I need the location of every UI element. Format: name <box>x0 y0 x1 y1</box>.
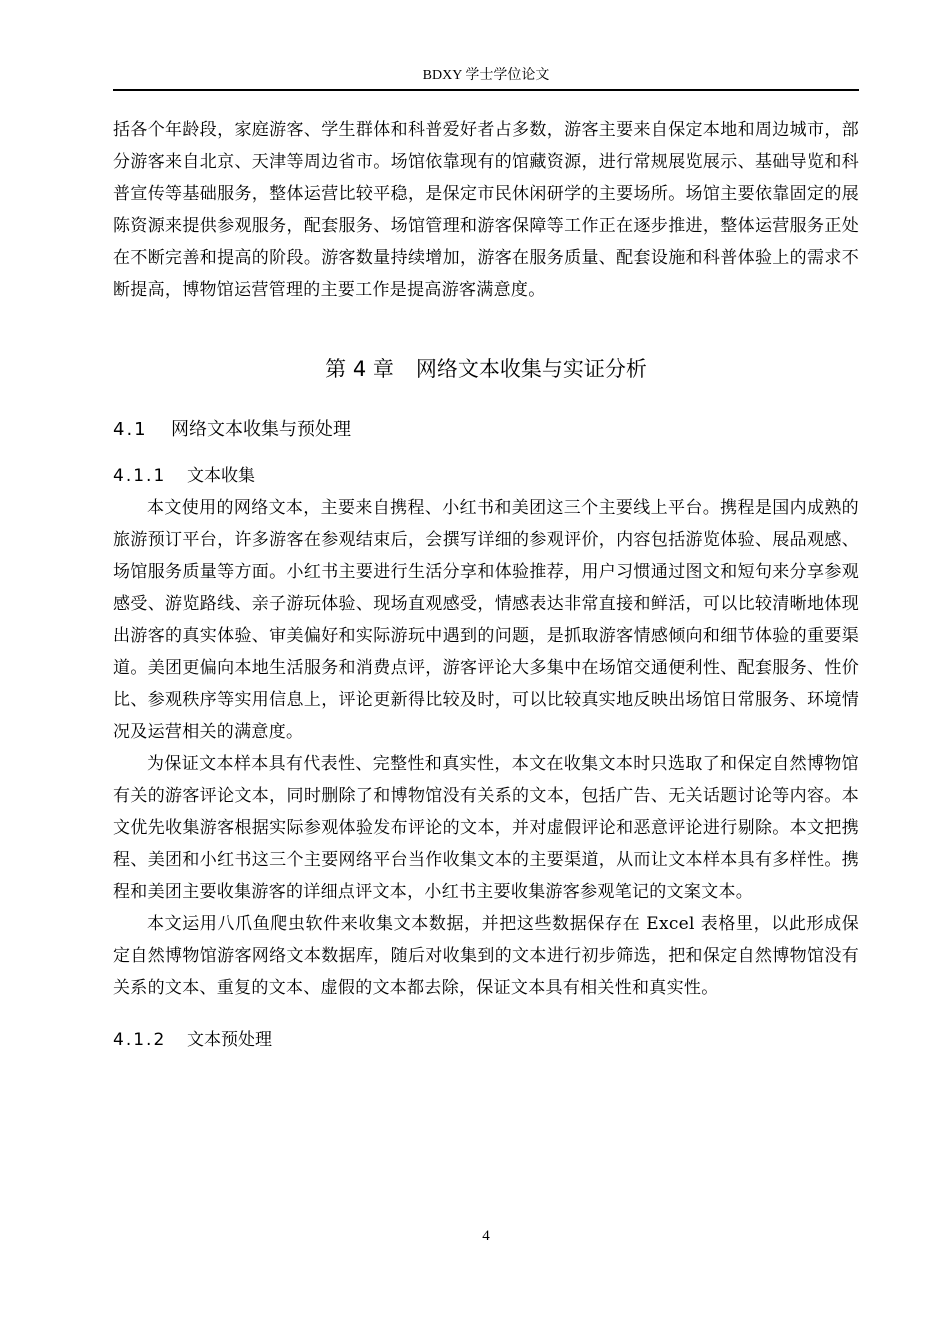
subsection-heading-2 <box>113 1024 859 1056</box>
running-header: BDXY 学士学位论文 <box>422 68 550 83</box>
subsection-number-2: 4.1.2 <box>113 1030 167 1050</box>
page-content <box>113 114 859 1056</box>
subsection-title-1: 文本收集 <box>187 466 255 486</box>
intro-paragraph: 括各个年龄段，家庭游客、学生群体和科普爱好者占多数，游客主要来自保定本地和周边城市，部分游客来自北京、天津等周边省市。场馆依靠现有的馆藏资源，进行常规展览展示、基础导览和科普宣传等基础服务，整体运营比较平稳，是保定市民休闲研学的主要场所。场馆主要依靠固定的展陈资源来提供参观服务，配套服务、场馆管理和游客保障等工作正在逐步推进，整体运营服务正处在不断完善和提高的阶段。游客数量持续增加，游客在服务质量、配套设施和科普体验上的需求不断提高，博物馆运营管理的主要工作是提高游客满意度。 <box>113 120 859 300</box>
body-paragraph-1: 本文使用的网络文本，主要来自携程、小红书和美团这三个主要线上平台。携程是国内成熟的旅游预订平台，许多游客在参观结束后，会撰写详细的参观评价，内容包括游览体验、展品观感、场馆服务质量等方面。小红书主要进行生活分享和体验推荐，用户习惯通过图文和短句来分享参观感受、游览路线、亲子游玩体验、现场直观感受，情感表达非常直接和鲜活，可以比较清晰地体现出游客的真实体验、审美偏好和实际游玩中遇到的问题，是抓取游客情感倾向和细节体验的重要渠道。美团更偏向本地生活服务和消费点评，游客评论大多集中在场馆交通便利性、配套服务、性价比、参观秩序等实用信息上，评论更新得比较及时，可以比较真实地反映出场馆日常服务、环境情况及运营相关的满意度。 <box>113 498 859 742</box>
section-number: 4.1 <box>113 419 148 440</box>
section-title: 网络文本收集与预处理 <box>171 419 351 440</box>
chapter-number: 第 4 章 <box>325 357 394 381</box>
section-heading <box>113 414 859 446</box>
chapter-title-text: 网络文本收集与实证分析 <box>415 357 647 381</box>
subsection-title-2: 文本预处理 <box>187 1030 272 1050</box>
header-rule <box>113 89 859 91</box>
body-paragraph-3: 本文运用八爪鱼爬虫软件来收集文本数据，并把这些数据保存在 Excel 表格里，以此形成保定自然博物馆游客网络文本数据库，随后对收集到的文本进行初步筛选，把和保定自然博物馆没有关系的文本、重复的文本、虚假的文本都去除，保证文本具有相关性和真实性。 <box>113 914 859 998</box>
subsection-number-1: 4.1.1 <box>113 466 167 486</box>
body-paragraph-2: 为保证文本样本具有代表性、完整性和真实性，本文在收集文本时只选取了和保定自然博物馆有关的游客评论文本，同时删除了和博物馆没有关系的文本，包括广告、无关话题讨论等内容。本文优先收集游客根据实际参观体验发布评论的文本，并对虚假评论和恶意评论进行剔除。本文把携程、美团和小红书这三个主要网络平台当作收集文本的主要渠道，从而让文本样本具有多样性。携程和美团主要收集游客的详细点评文本，小红书主要收集游客参观笔记的文案文本。 <box>113 754 859 902</box>
chapter-heading <box>113 352 859 386</box>
subsection-heading-1 <box>113 460 859 492</box>
page-number: 4 <box>482 1228 490 1244</box>
